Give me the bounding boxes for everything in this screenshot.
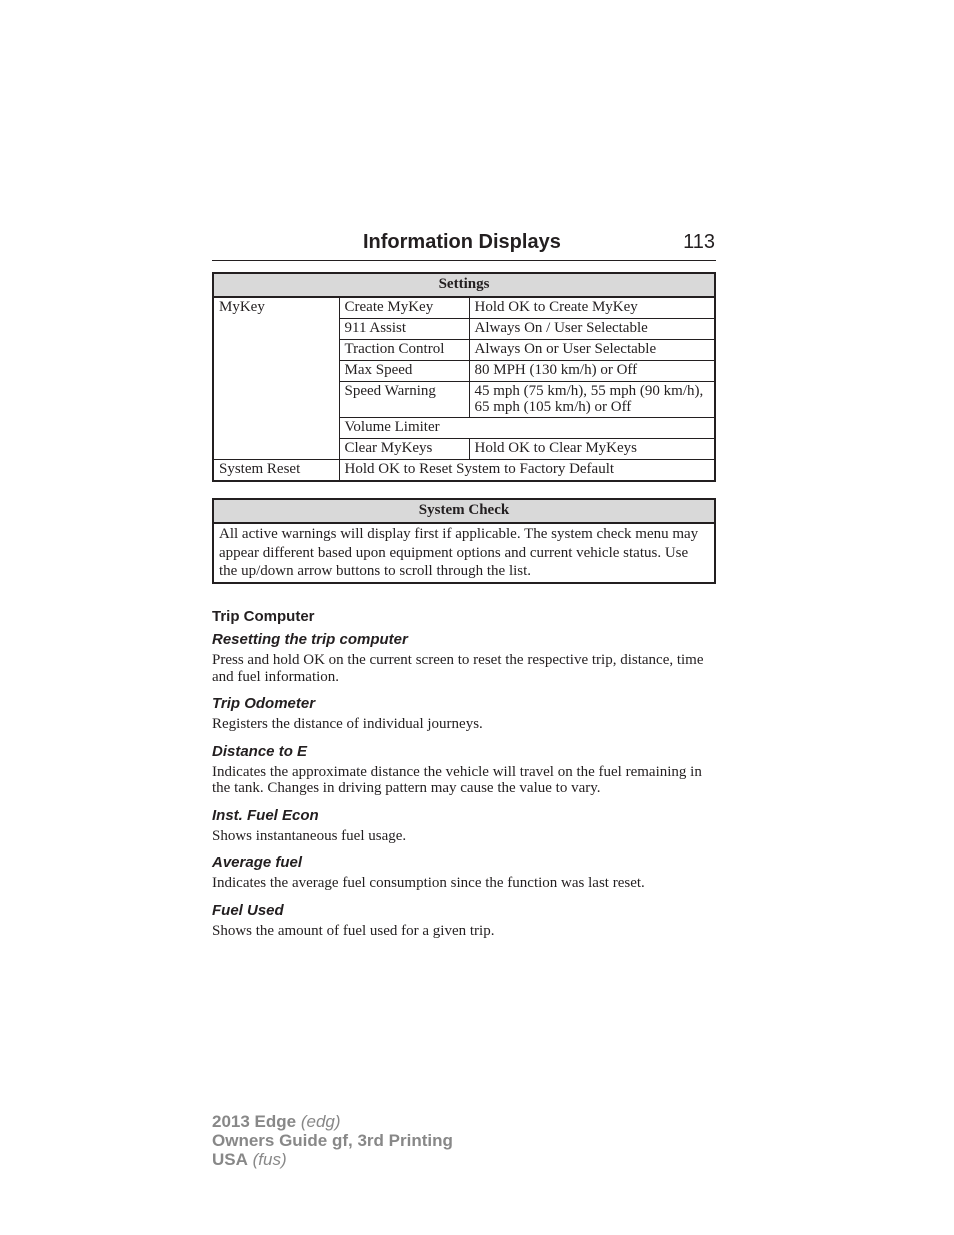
table-row — [213, 297, 715, 319]
page-footer — [212, 1112, 453, 1169]
setting-value: Always On or User Selectable — [469, 340, 715, 361]
subsection-heading: Trip Odometer — [212, 695, 316, 712]
system-check-text: All active warnings will display first if applicable. The system check menu may appear different based upon equipment options and current vehicle status. Use the up/down arrow buttons to scroll through the list. — [213, 523, 715, 583]
subsection-heading: Average fuel — [212, 854, 303, 871]
setting-value: 80 MPH (130 km/h) or Off — [469, 361, 715, 382]
footer-guide: Owners Guide gf, 3rd Printing — [212, 1131, 453, 1150]
setting-item: Speed Warning — [339, 382, 469, 418]
subsection-heading: Inst. Fuel Econ — [212, 806, 319, 824]
setting-value: 45 mph (75 km/h), 55 mph (90 km/h), 65 mph (105 km/h) or Off — [469, 382, 715, 418]
table-row — [213, 523, 715, 583]
setting-item: Create MyKey — [339, 297, 469, 319]
setting-item: 911 Assist — [339, 319, 469, 340]
system-reset-label: System Reset — [213, 460, 339, 482]
setting-value: Hold OK to Clear MyKeys — [469, 439, 715, 460]
system-check-heading: System Check — [213, 499, 715, 523]
subsection-heading: Resetting the trip computer — [212, 631, 408, 648]
footer-market: USA — [212, 1150, 248, 1169]
setting-item: Clear MyKeys — [339, 439, 469, 460]
body-text: Shows instantaneous fuel usage. — [212, 827, 407, 844]
settings-heading-row — [213, 273, 715, 297]
footer-line-2 — [212, 1131, 453, 1150]
footer-model: 2013 Edge — [212, 1112, 297, 1131]
body-text: Registers the distance of individual journeys. — [212, 716, 483, 732]
body-text: Shows the amount of fuel used for a given trip. — [212, 922, 495, 939]
footer-line-3 — [212, 1150, 453, 1169]
system-reset-value: Hold OK to Reset System to Factory Default — [339, 460, 715, 482]
subsection-heading: Fuel Used — [212, 901, 284, 919]
page-number: 113 — [683, 231, 715, 253]
trip-computer-section — [212, 608, 716, 949]
setting-value: Always On / User Selectable — [469, 319, 715, 340]
body-text: Indicates the average fuel consumption since the function was last reset. — [212, 875, 645, 891]
setting-item: Volume Limiter — [339, 418, 715, 439]
page-header — [212, 228, 716, 261]
table-row — [213, 460, 715, 482]
body-text: Press and hold OK on the current screen to reset the respective trip, distance, time and fuel information. — [212, 652, 704, 685]
section-heading: Trip Computer — [212, 608, 315, 625]
setting-item: Max Speed — [339, 361, 469, 382]
footer-market-code: (fus) — [252, 1150, 287, 1169]
subsection-heading: Distance to E — [212, 742, 308, 760]
footer-model-code: (edg) — [300, 1112, 341, 1131]
settings-table — [212, 272, 716, 482]
setting-value: Hold OK to Create MyKey — [469, 297, 715, 319]
setting-item: Traction Control — [339, 340, 469, 361]
page-title: Information Displays — [363, 231, 561, 253]
system-check-table — [212, 498, 716, 584]
system-check-heading-row — [213, 499, 715, 523]
body-text: Indicates the approximate distance the vehicle will travel on the fuel remaining in the tank. Changes in driving pattern may cause the value to vary. — [212, 763, 702, 796]
settings-heading: Settings — [213, 273, 715, 297]
mykey-label: MyKey — [213, 297, 339, 460]
footer-line-1 — [212, 1112, 453, 1131]
